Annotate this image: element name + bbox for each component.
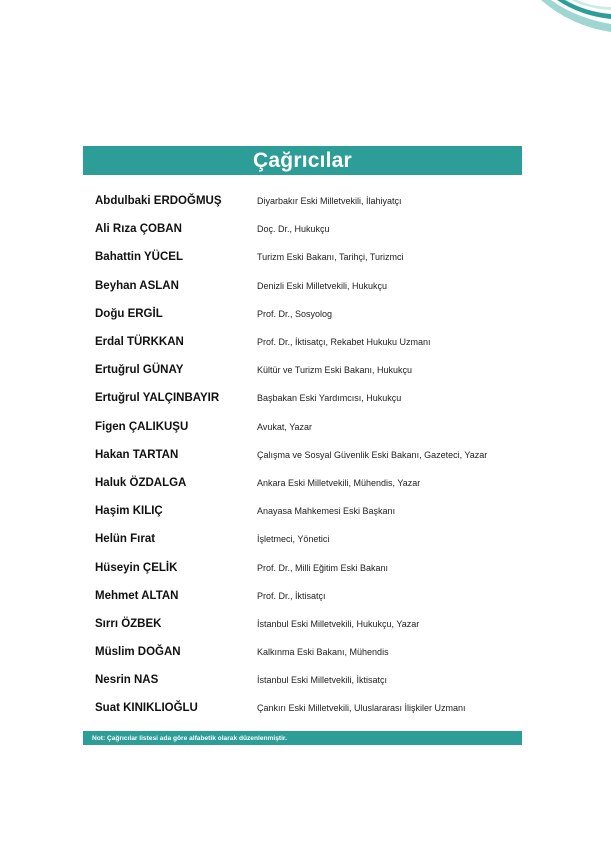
list-item — [83, 384, 543, 412]
person-name: Hakan TARTAN — [95, 448, 179, 461]
person-name: Müslim DOĞAN — [95, 646, 181, 659]
person-role: Çalışma ve Sosyal Güvenlik Eski Bakanı, Gazeteci, Yazar — [257, 449, 488, 460]
person-role: Prof. Dr., İktisatçı — [257, 590, 326, 601]
list-item — [83, 413, 543, 441]
person-name: Beyhan ASLAN — [95, 279, 179, 292]
list-item — [83, 300, 543, 328]
footer-note: Not: Çağrıcılar listesi ada göre alfabetik olarak düzenlenmiştir. — [92, 734, 287, 742]
person-role: Prof. Dr., Sosyolog — [257, 308, 333, 319]
person-role: Prof. Dr., Milli Eğitim Eski Bakanı — [257, 562, 389, 573]
list-item — [83, 243, 543, 271]
list-item — [83, 638, 543, 666]
person-role: Diyarbakır Eski Milletvekili, İlahiyatçı — [257, 196, 402, 207]
list-item — [83, 582, 543, 610]
list-item — [83, 553, 543, 581]
person-name: Haluk ÖZDALGA — [95, 476, 187, 489]
list-item — [83, 272, 543, 300]
person-role: Kültür ve Turizm Eski Bakanı, Hukukçu — [257, 365, 413, 376]
list-item — [83, 694, 543, 722]
page-title: Çağrıcılar — [253, 148, 352, 172]
person-role: İşletmeci, Yönetici — [257, 534, 330, 545]
person-role: Turizm Eski Bakanı, Tarihçi, Turizmci — [257, 252, 404, 263]
person-name: Nesrin NAS — [95, 674, 159, 687]
person-name: Ertuğrul GÜNAY — [95, 364, 184, 377]
list-item — [83, 497, 543, 525]
person-name: Helün Fırat — [95, 533, 156, 546]
list-item — [83, 666, 543, 694]
person-role: Denizli Eski Milletvekili, Hukukçu — [257, 280, 388, 291]
person-name: Suat KINIKLIOĞLU — [95, 702, 198, 715]
list-item — [83, 469, 543, 497]
person-name: Bahattin YÜCEL — [95, 251, 183, 264]
person-role: Ankara Eski Milletvekili, Mühendis, Yazar — [257, 477, 421, 488]
list-item — [83, 328, 543, 356]
person-name: Ali Rıza ÇOBAN — [95, 223, 182, 236]
person-name: Ertuğrul YALÇINBAYIR — [95, 392, 220, 405]
list-item — [83, 187, 543, 215]
person-role: Prof. Dr., İktisatçı, Rekabet Hukuku Uzmanı — [257, 337, 431, 348]
people-list — [83, 187, 543, 723]
person-role: Kalkınma Eski Bakanı, Mühendis — [257, 647, 389, 658]
person-name: Haşim KILIÇ — [95, 505, 163, 518]
list-item — [83, 525, 543, 553]
corner-wave-decoration — [531, 0, 611, 40]
list-item — [83, 610, 543, 638]
list-item — [83, 215, 543, 243]
header-bar — [83, 146, 522, 175]
person-role: Çankırı Eski Milletvekili, Uluslararası İlişkiler Uzmanı — [257, 703, 466, 714]
person-name: Abdulbaki ERDOĞMUŞ — [95, 195, 222, 208]
person-name: Doğu ERGİL — [95, 307, 163, 320]
person-role: İstanbul Eski Milletvekili, İktisatçı — [257, 675, 388, 686]
person-name: Sırrı ÖZBEK — [95, 617, 162, 630]
list-item — [83, 356, 543, 384]
list-item — [83, 441, 543, 469]
person-name: Figen ÇALIKUŞU — [95, 420, 189, 433]
person-role: Doç. Dr., Hukukçu — [257, 224, 330, 235]
person-role: Başbakan Eski Yardımcısı, Hukukçu — [257, 393, 402, 404]
person-name: Hüseyin ÇELİK — [95, 561, 178, 574]
person-role: Anayasa Mahkemesi Eski Başkanı — [257, 506, 396, 517]
person-name: Mehmet ALTAN — [95, 589, 179, 602]
person-name: Erdal TÜRKKAN — [95, 336, 184, 349]
person-role: İstanbul Eski Milletvekili, Hukukçu, Yazar — [257, 618, 420, 629]
footer-bar — [83, 731, 522, 745]
person-role: Avukat, Yazar — [257, 421, 313, 432]
